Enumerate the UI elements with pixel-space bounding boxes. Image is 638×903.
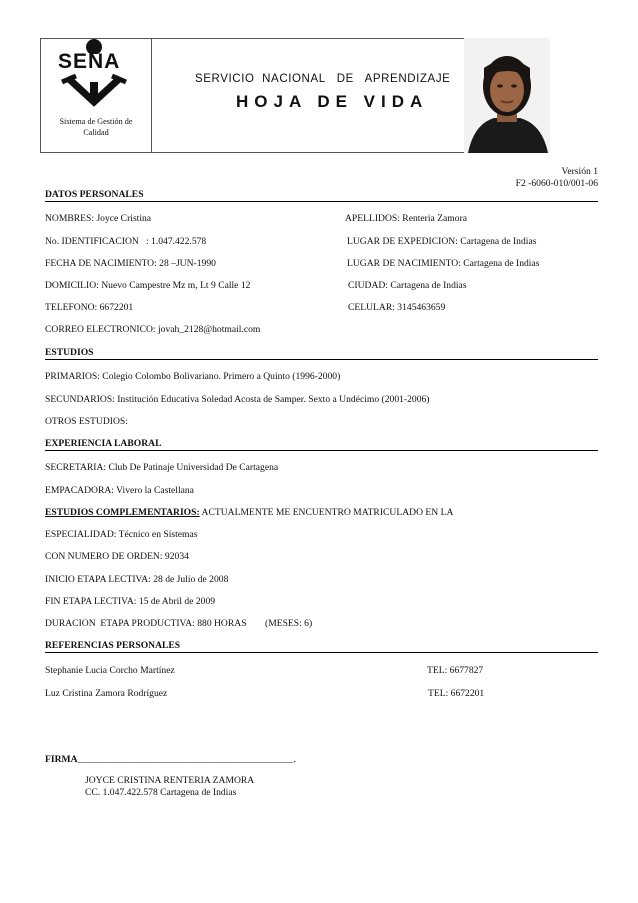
signature-label: FIRMA (45, 754, 78, 765)
sena-logo-graphic (52, 38, 136, 110)
field-nombres: NOMBRES: Joyce Cristina (45, 213, 152, 224)
signature-name: JOYCE CRISTINA RENTERIA ZAMORA (85, 775, 255, 786)
section-studies-heading: ESTUDIOS (45, 347, 94, 358)
signature-underline: _____________________________________________. (77, 754, 296, 765)
complementary-studies-line (45, 507, 453, 519)
quality-line-1: Sistema de Gestión de (59, 117, 133, 126)
quality-line-2: Calidad (83, 128, 109, 137)
portrait-image (464, 38, 550, 153)
field-lugar-expedicion: LUGAR DE EXPEDICION: Cartagena de Indias (347, 236, 537, 247)
page-title: HOJA DE VIDA (236, 92, 429, 111)
section-divider (45, 652, 598, 653)
profile-photo (464, 38, 550, 153)
reference-tel: TEL: 6672201 (428, 688, 485, 699)
header-divider (151, 38, 152, 153)
field-apellidos: APELLIDOS: Renteria Zamora (345, 213, 468, 224)
org-name: SERVICIO NACIONAL DE APRENDIZAJE (195, 73, 451, 85)
section-divider (45, 201, 598, 202)
field-domicilio: DOMICILIO: Nuevo Campestre Mz m, Lt 9 Calle 12 (45, 280, 251, 291)
field-especialidad: ESPECIALIDAD: Técnico en Sistemas (45, 529, 198, 540)
experience-item: SECRETARIA: Club De Patinaje Universidad De Cartagena (45, 462, 279, 473)
field-lugar-nacimiento: LUGAR DE NACIMIENTO: Cartagena de Indias (347, 258, 540, 269)
reference-tel: TEL: 6677827 (427, 665, 484, 676)
field-fin: FIN ETAPA LECTIVA: 15 de Abril de 2009 (45, 596, 216, 607)
field-duracion: DURACION ETAPA PRODUCTIVA: 880 HORAS (45, 618, 247, 629)
logo-text: SENA (58, 50, 121, 73)
quality-system-label (46, 116, 146, 138)
version-label: Versión 1 (561, 166, 598, 177)
form-code: F2 -6060-010/001-06 (515, 178, 598, 189)
section-divider (45, 450, 598, 451)
field-secundarios: SECUNDARIOS: Institución Educativa Soledad Acosta de Samper. Sexto a Undécimo (2001-2006) (45, 394, 430, 405)
field-inicio: INICIO ETAPA LECTIVA: 28 de Julio de 2008 (45, 574, 229, 585)
sena-logo (52, 38, 136, 110)
field-telefono: TELEFONO: 6672201 (45, 302, 134, 313)
signature-id: CC. 1.047.422.578 Cartagena de Indias (85, 787, 237, 798)
section-experience-heading: EXPERIENCIA LABORAL (45, 438, 162, 449)
section-references-heading: REFERENCIAS PERSONALES (45, 640, 181, 651)
section-personal-heading: DATOS PERSONALES (45, 189, 144, 200)
section-complementary-heading: ESTUDIOS COMPLEMENTARIOS: (45, 507, 200, 518)
field-celular: CELULAR: 3145463659 (348, 302, 446, 313)
reference-name: Stephanie Lucia Corcho Martínez (45, 665, 175, 676)
field-fecha-nacimiento: FECHA DE NACIMIENTO: 28 –JUN-1990 (45, 258, 216, 269)
field-identificacion: No. IDENTIFICACION : 1.047.422.578 (45, 236, 207, 247)
reference-name: Luz Cristina Zamora Rodríguez (45, 688, 168, 699)
field-otros-estudios: OTROS ESTUDIOS: (45, 416, 128, 427)
field-ciudad: CIUDAD: Cartagena de Indias (348, 280, 467, 291)
signature-line (45, 754, 296, 766)
section-divider (45, 359, 598, 360)
field-orden: CON NUMERO DE ORDEN: 92034 (45, 551, 189, 562)
complementary-status: ACTUALMENTE ME ENCUENTRO MATRICULADO EN LA (199, 507, 454, 518)
field-correo: CORREO ELECTRONICO: jovah_2128@hotmail.com (45, 324, 261, 335)
field-primarios: PRIMARIOS: Colegio Colombo Bolivariano. Primero a Quinto (1996-2000) (45, 371, 341, 382)
field-meses: (MESES: 6) (265, 618, 313, 629)
experience-item: EMPACADORA: Vivero la Castellana (45, 485, 194, 496)
